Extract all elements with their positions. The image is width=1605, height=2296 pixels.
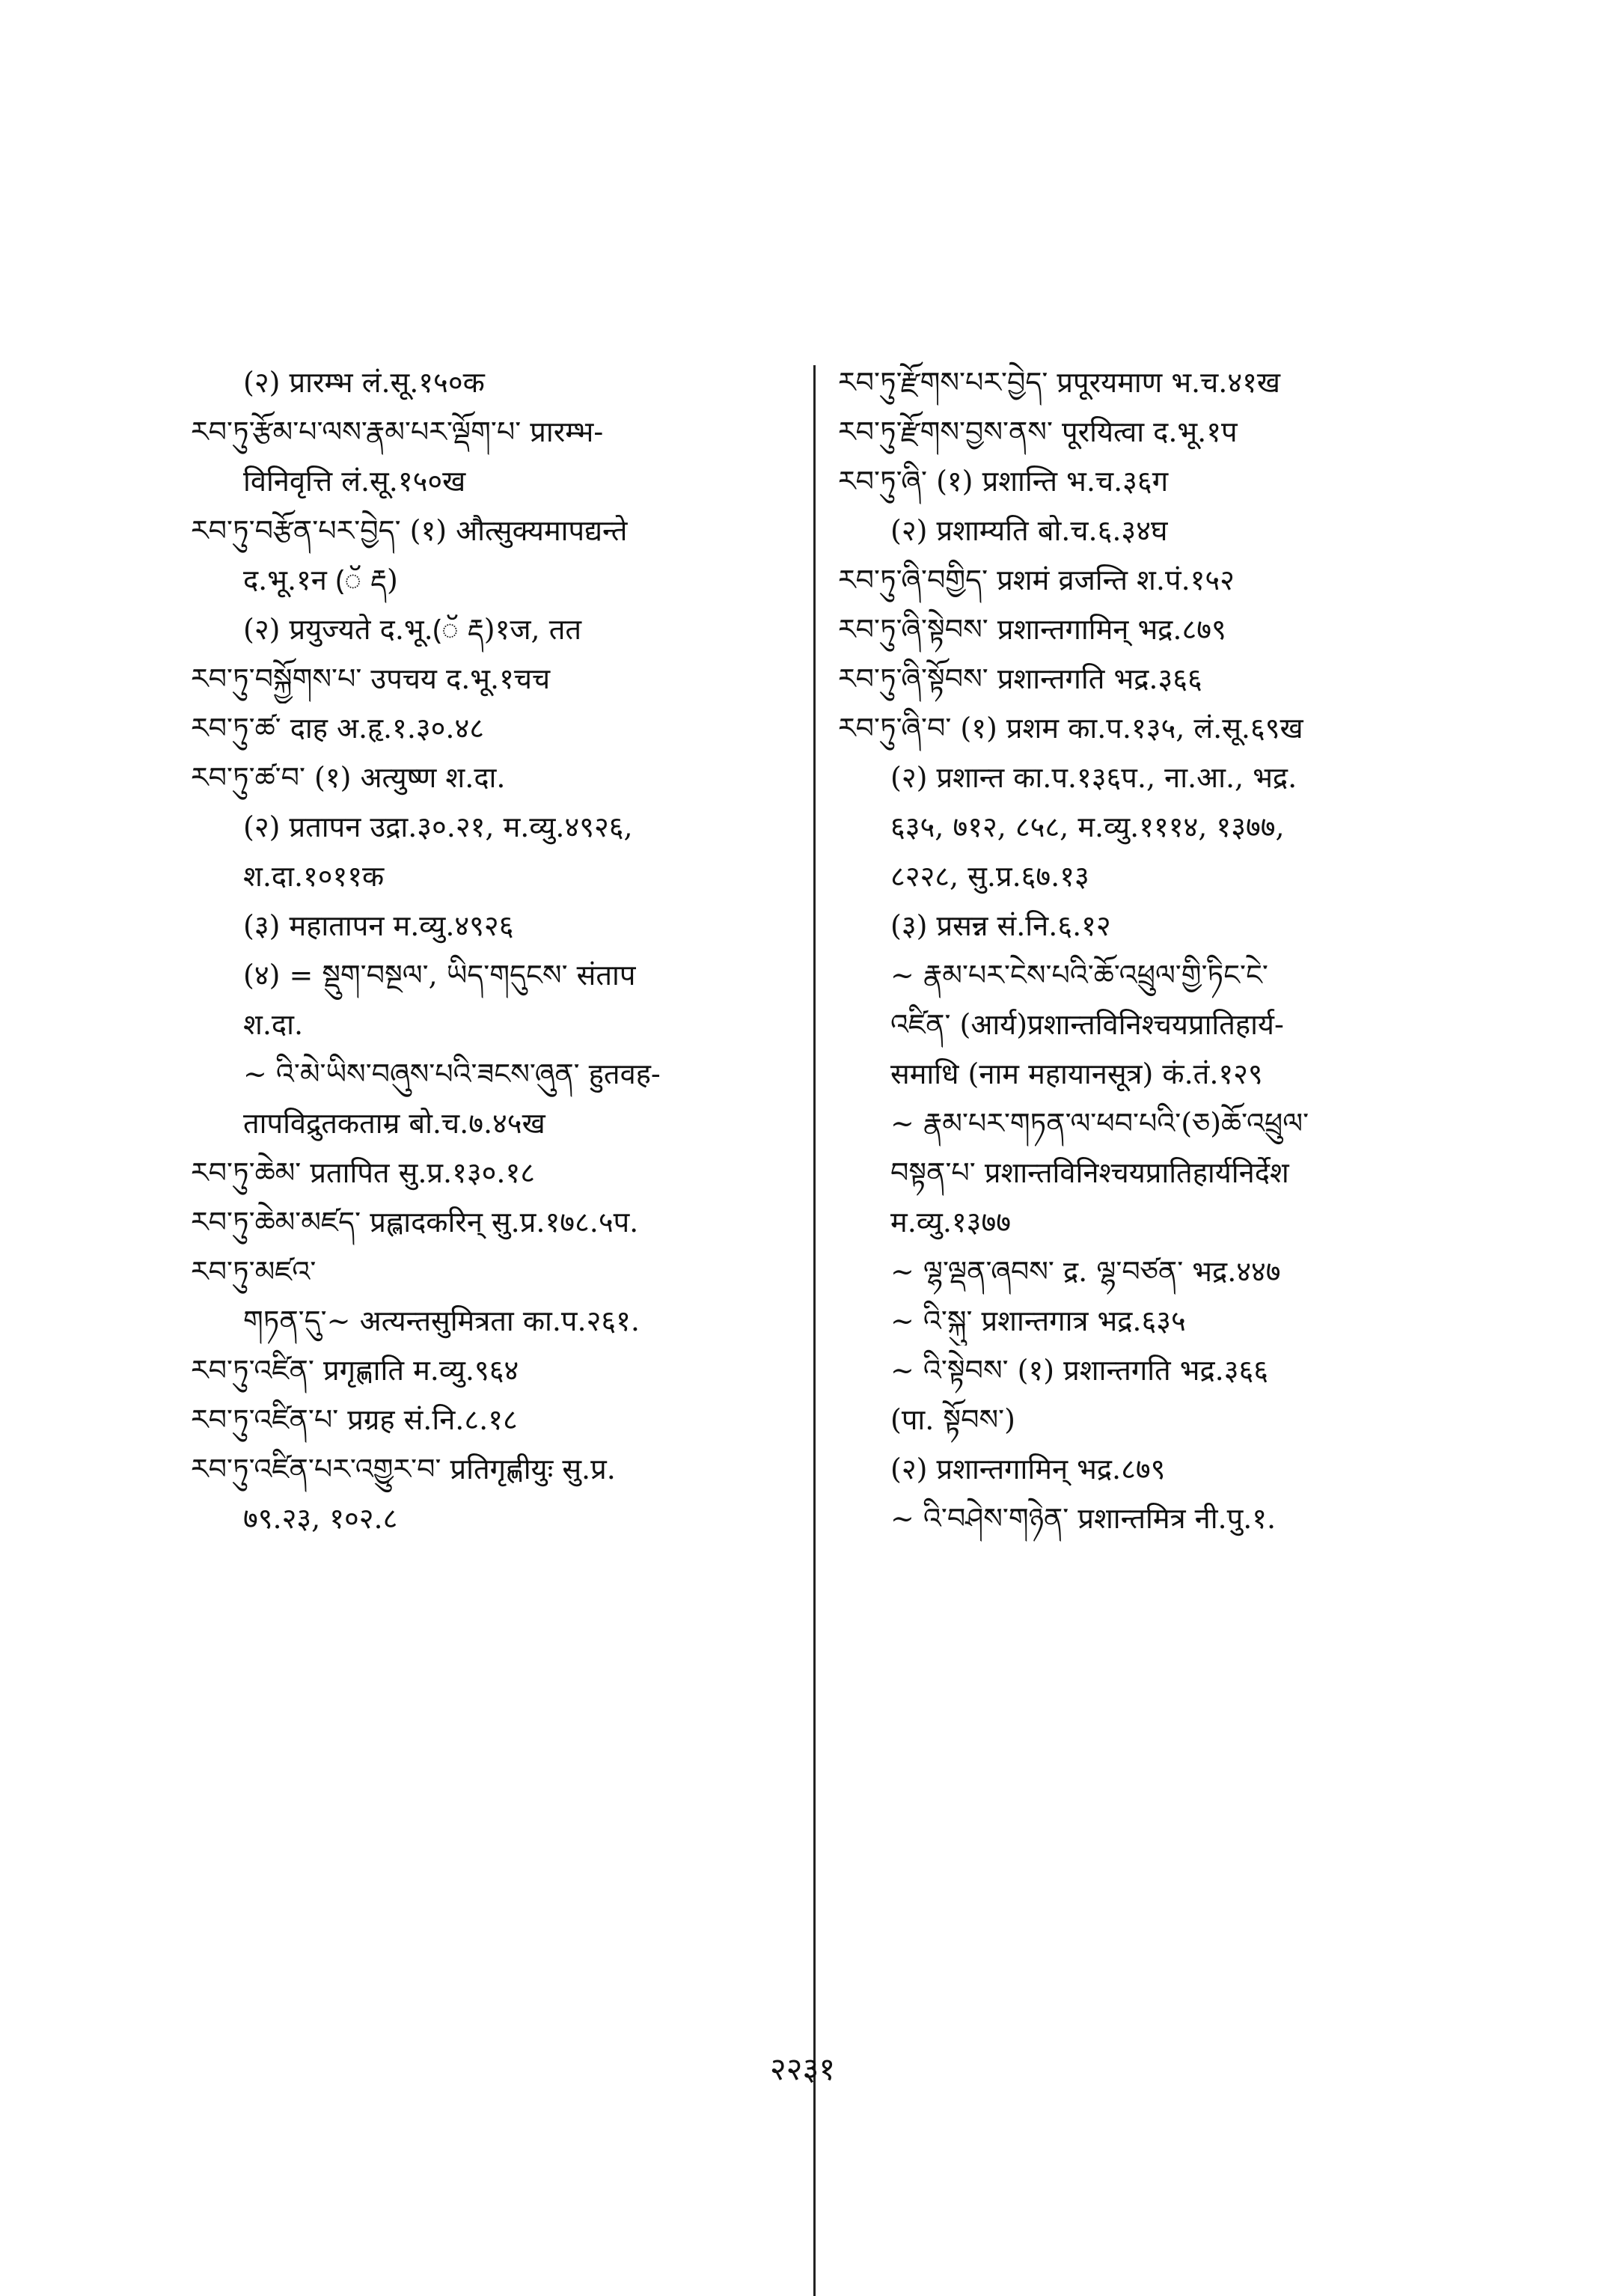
entry-line: རབ་ཏུ་བརྩོན་པར་བྱེད་ (१) औत्सुक्यमापद्यन्ते <box>191 514 628 547</box>
entry-line: རབ་ཏུ་རྫོགས་པར་བྱེད་ प्रपूरयमाण भ.च.४१ख <box>838 366 1280 399</box>
entry-line: ~ འི་སྐུ་ प्रशान्तगात्र भद्र.६३५ <box>890 1304 1186 1337</box>
entry-line: (४) = སྡུག་བསྔལ་, ཡིད་གདུངས་ संताप <box>243 959 636 992</box>
entry-line: རབ་ཏུ་ཞི་བགྱིད་ प्रशमं व्रजन्ति श.पं.१५२ <box>838 564 1235 596</box>
entry-line: (२) प्रशान्त का.प.१३६प., ना.आ., भद्र. <box>890 761 1297 794</box>
entry-line: རབ་ཏུ་རྫོགས་བྱས་ནས་ पूरयित्वा द.भू.१प <box>838 415 1238 448</box>
entry-line: श.दा.१०११क <box>243 860 385 893</box>
entry-line: རབ་ཏུ་འཛིན་པར་འགྱུར་བ་ प्रतिगृह्णीयुः सु.प्र. <box>191 1453 616 1486</box>
entry-line: (३) महातापन म.व्यु.४९२६ <box>243 909 514 942</box>
column-divider <box>813 365 816 2296</box>
entry-line: ~ རྣམ་པར་ངེས་པའི་ཆོ་འཕྲུལ་གྱི་ཏིང་ངེ་ <box>890 959 1268 992</box>
entry-line: समाधि (नाम महायानसूत्र) कं.तं.१२९ <box>890 1057 1263 1090</box>
entry-line: རབ་ཏུ་ཆེམ་ प्रतापित सु.प्र.१३०.१८ <box>191 1156 536 1189</box>
entry-line: ~ རྣམ་པར་གཏན་ལ་ཕབ་པའི་(ཅ)ཆོ་འཕྲུལ་ <box>890 1107 1309 1140</box>
entry-line: རབ་ཏུ་ཞི་བ་ (१) प्रशम का.प.१३५, लं.सू.६९ख <box>838 712 1303 745</box>
entry-line: རབ་ཏུ་འཛིན་པ་ प्रग्रह सं.नि.८.१८ <box>191 1403 518 1436</box>
entry-line: ~ འི་མེ་ཡིས་བཞུས་པའི་ཟངས་ཞུན་ हुतवह- <box>243 1057 661 1090</box>
entry-line: རབ་ཏུ་ཚ་ दाह अ.हृ.१.३०.४८ <box>191 712 485 745</box>
entry-line: རབ་ཏུ་བསྐྱོགས་པ་ उपचय द.भू.१चच <box>191 662 551 695</box>
entry-line: द.भू.१न (ॅ རྡ) <box>243 564 398 596</box>
page-number: २२३१ <box>769 2051 836 2087</box>
entry-line: म.व्यु.१३७७ <box>890 1206 1011 1239</box>
entry-line: श.दा. <box>243 1008 304 1041</box>
entry-line: རབ་ཏུ་ཆེམ་མཛད་ प्रह्लादकरिन् सु.प्र.१७८.५प. <box>191 1206 639 1239</box>
entry-line: འཛིན་ (आर्य)प्रशान्तविनिश्चयप्रातिहार्य- <box>890 1008 1284 1041</box>
entry-line: བསྟན་པ་ प्रशान्तविनिश्चयप्रातिहार्यनिर्देश <box>890 1156 1289 1189</box>
entry-line: तापविद्रुतकताम्र बो.च.७.४५ख <box>243 1107 545 1140</box>
entry-line: རབ་ཏུ་ཞི་ (१) प्रशान्ति भ.च.३६ग <box>838 465 1169 498</box>
entry-line: རབ་ཏུ་མཛའ་ <box>191 1255 317 1288</box>
entry-line: विनिवृत्ति लं.सू.१५०ख <box>243 465 466 498</box>
entry-line: (२) प्रशान्तगामिन् भद्र.८७९ <box>890 1453 1166 1486</box>
entry-line: ~ འི་སྟེབས་ (१) प्रशान्तगति भद्र.३६६ <box>890 1354 1269 1387</box>
entry-line: (२) प्रतापन उद्रा.३०.२१, म.व्यु.४९२६, <box>243 810 633 843</box>
entry-line: (२) प्रारम्भ लं.सू.१५०क <box>243 366 485 399</box>
entry-line: (३) प्रसन्न सं.नि.६.१२ <box>890 909 1111 942</box>
entry-line: ६३५, ७१२, ८५८, म.व्यु.१११४, १३७७, <box>890 810 1285 843</box>
left-column <box>191 358 789 1543</box>
entry-line: ~ ལྷ་ལྡན་ཞབས་ द्र. ལྷ་བཙན་ भद्र.४४७ <box>890 1255 1281 1288</box>
entry-line: རབ་ཏུ་ཚ་བ་ (१) अत्युष्ण श.दा. <box>191 761 506 794</box>
entry-line: རབ་ཏུ་འཛིན་ प्रगृह्णाति म.व्यु.९६४ <box>191 1354 519 1387</box>
right-column <box>838 358 1437 1543</box>
entry-line: ~ འི་བཤེས་གཉེན་ प्रशान्तमित्र नी.पु.१. <box>890 1502 1277 1535</box>
entry-line: རབ་ཏུ་རྩོམ་པ་ལས་རྣམ་པར་ལྡོག་པ་ प्रारम्भ- <box>191 415 604 448</box>
entry-line: ७९.२३, १०२.८ <box>243 1502 398 1535</box>
entry-line: (२) प्रयुज्यते द.भू.(ॅ རྡ)१ज, तत <box>243 613 582 646</box>
entry-line: རབ་ཏུ་ཞི་སྟེབས་ प्रशान्तगामिन् भद्र.८७९ <box>838 613 1226 646</box>
entry-line: གཏན་དུ་~ अत्यन्तसुमित्रता का.प.२६१. <box>243 1304 640 1337</box>
entry-line: ८२२८, सु.प्र.६७.१३ <box>890 860 1089 893</box>
entry-line: (२) प्रशाम्यति बो.च.६.३४घ <box>890 514 1168 547</box>
entry-line: རབ་ཏུ་ཞི་སྟོབས་ प्रशान्तगति भद्र.३६६ <box>838 662 1202 695</box>
entry-line: (पा. སྟོབས་) <box>890 1403 1015 1436</box>
